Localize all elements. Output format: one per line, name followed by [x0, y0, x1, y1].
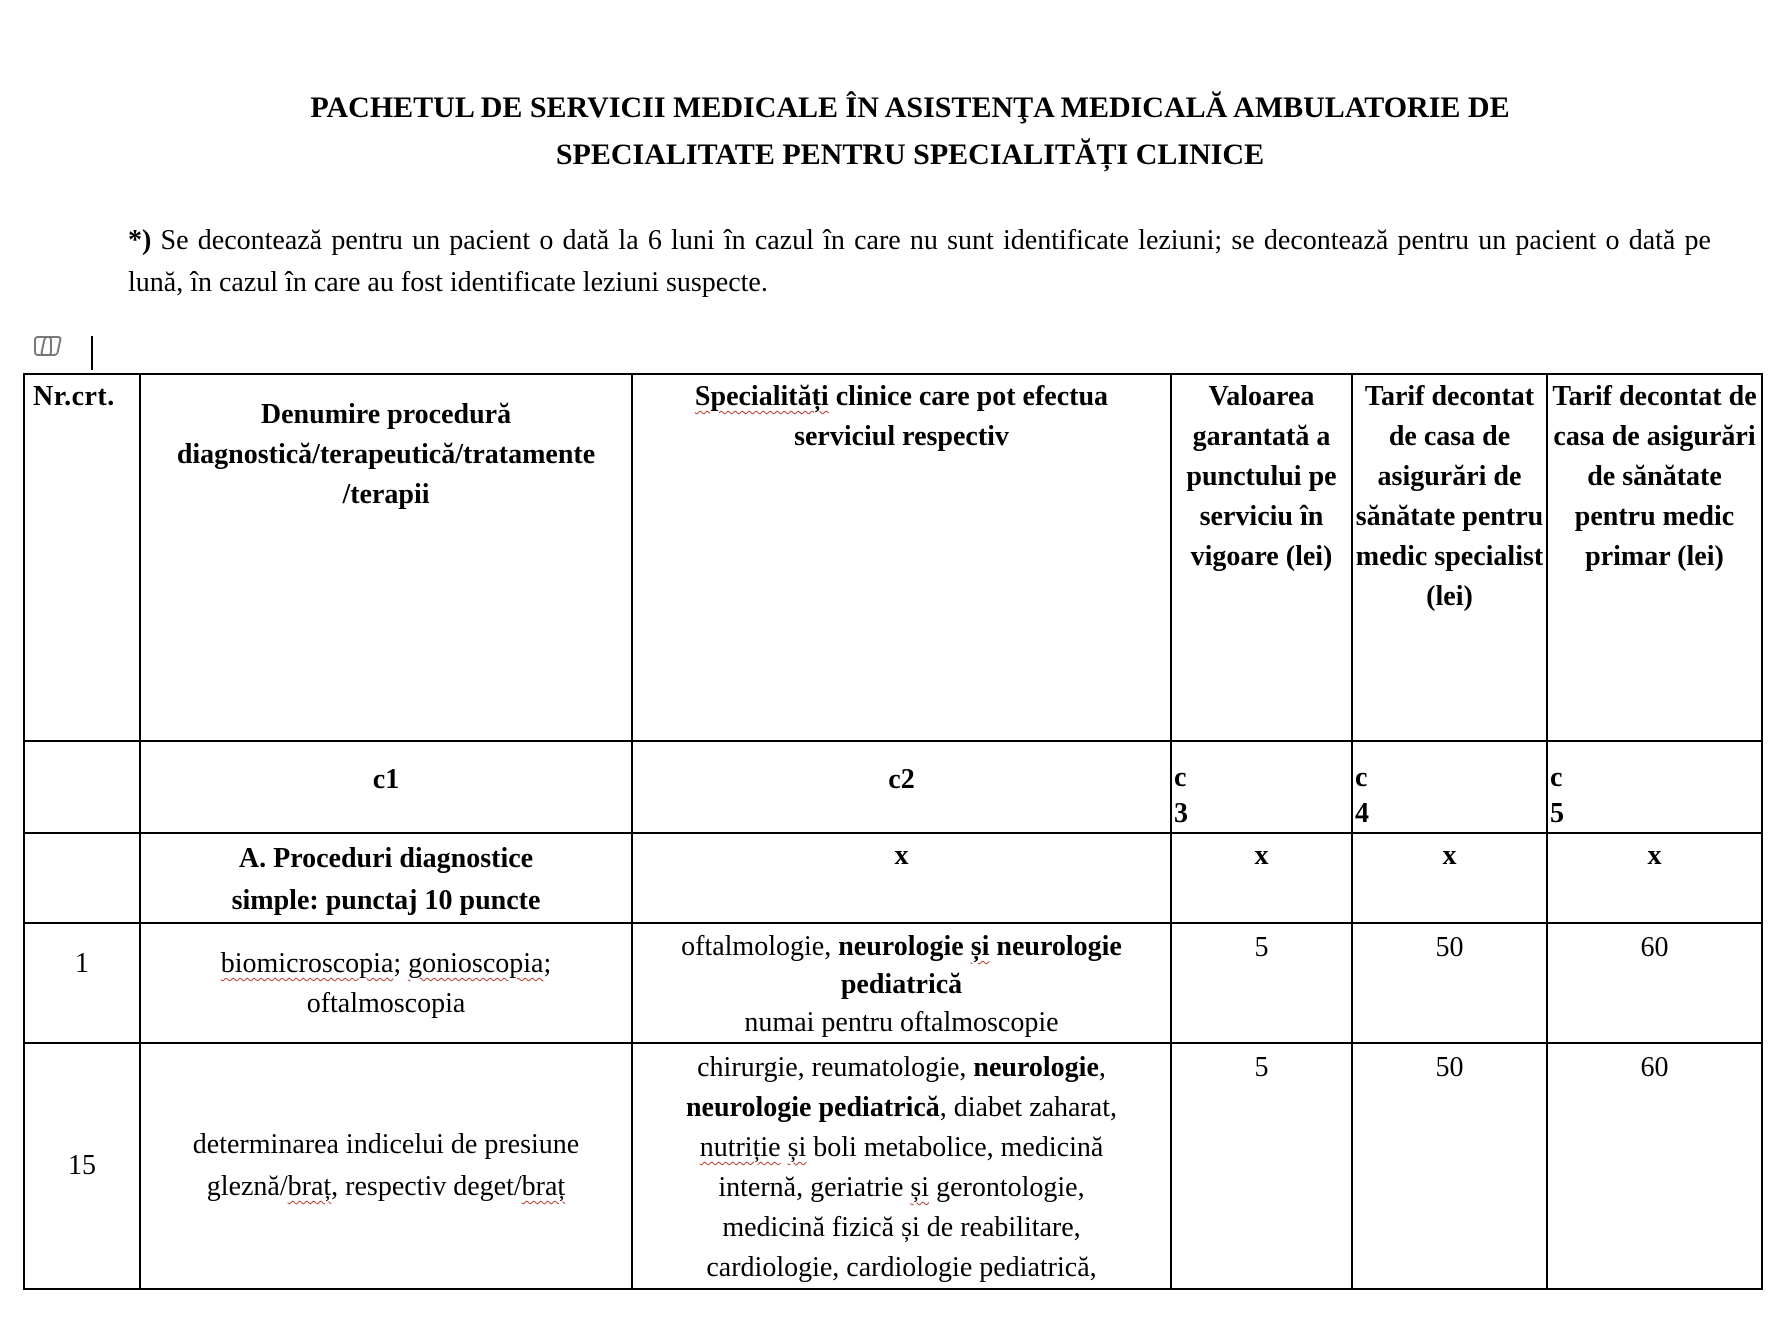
row1-val[interactable]	[1171, 923, 1352, 1043]
row1-spec-b1: neurologie	[838, 931, 971, 962]
header-tarif-primar[interactable]	[1547, 374, 1762, 741]
row1-tarif-specialist[interactable]	[1352, 923, 1547, 1043]
row15-den-line1: determinarea indicelui de presiune	[192, 1129, 580, 1160]
row15-spec-l2a: neurologie pediatrică	[685, 1092, 940, 1123]
footnote-marker: *)	[128, 225, 152, 256]
row15-nr-text: 15	[68, 1150, 96, 1181]
code-c3[interactable]	[1171, 741, 1352, 833]
header-nr-label: Nr.crt.	[33, 381, 115, 412]
header-denumire-line2: diagnostică/terapeutică/tratamente	[176, 439, 596, 470]
x-mark: x	[1647, 840, 1662, 871]
section-a-line2: simple: punctaj 10 puncte	[231, 885, 541, 916]
table-move-handle-icon[interactable]	[34, 334, 58, 358]
x-mark: x	[1442, 840, 1457, 871]
row15-tarif-primar[interactable]	[1547, 1043, 1762, 1289]
row1-spec-b2: și	[970, 931, 990, 962]
code-c3-a: c	[1174, 762, 1187, 793]
title-line-2: SPECIALITATE PENTRU SPECIALITĂȚI CLINICE	[555, 138, 1265, 171]
code-c1[interactable]	[140, 741, 632, 833]
text-cursor	[91, 336, 93, 370]
row1-denumire[interactable]	[140, 923, 632, 1043]
code-c4-b: 4	[1355, 798, 1369, 829]
row1-nr-text: 1	[75, 948, 89, 979]
row15-spec-l1a: chirurgie, reumatologie,	[697, 1052, 974, 1083]
table-header-row	[24, 374, 1762, 741]
row15-val[interactable]	[1171, 1043, 1352, 1289]
row15-tarif-spec-text: 50	[1435, 1052, 1464, 1083]
row1-tarif-primar-text: 60	[1640, 932, 1669, 963]
row15-val-text: 5	[1254, 1052, 1269, 1083]
document-title	[0, 84, 1780, 178]
row15-word-brat-2: braț	[521, 1171, 566, 1202]
services-table	[23, 373, 1763, 1290]
x-mark: x	[1254, 840, 1269, 871]
row15-spec-l4b: și	[910, 1172, 930, 1203]
header-spec-rest: clinice care pot efectua	[828, 381, 1109, 412]
code-c2[interactable]	[632, 741, 1171, 833]
header-denumire-line3: /terapii	[342, 479, 430, 510]
row15-den-b: , respectiv deget/	[331, 1171, 522, 1202]
row15-spec-l1b: neurologie	[973, 1052, 1099, 1083]
row15-spec-l2b: , diabet zaharat,	[939, 1092, 1118, 1123]
header-valoarea[interactable]	[1171, 374, 1352, 741]
row15-word-brat-1: braț	[287, 1171, 332, 1202]
row1-spec-b3: neurologie	[989, 931, 1122, 962]
code-c4-a: c	[1355, 762, 1368, 793]
code-c4[interactable]	[1352, 741, 1547, 833]
header-valoarea-text: Valoarea garantată a punctului pe serviciu în vigoare (lei)	[1186, 381, 1337, 572]
row15-tarif-primar-text: 60	[1640, 1052, 1669, 1083]
header-nr-crt[interactable]	[24, 374, 140, 741]
row1-word-biomicroscopia: biomicroscopia	[220, 948, 394, 979]
code-c2-text: c2	[888, 764, 915, 795]
row15-spec-l6: cardiologie, cardiologie pediatrică,	[706, 1252, 1097, 1283]
section-a-x-c3[interactable]	[1171, 833, 1352, 923]
header-tarif-primar-text: Tarif decontat de casa de asigurări de sănătate pentru medic primar (lei)	[1552, 381, 1757, 572]
row1-specialitati[interactable]	[632, 923, 1171, 1043]
row15-spec-l4a: internă, geriatrie	[718, 1172, 911, 1203]
section-a-title[interactable]	[140, 833, 632, 923]
section-a-line1: A. Proceduri diagnostice	[238, 843, 534, 874]
row15-spec-l4c: gerontologie,	[929, 1172, 1085, 1203]
row1-den-line2: oftalmoscopia	[306, 988, 466, 1019]
section-a-nr[interactable]	[24, 833, 140, 923]
table-row-1	[24, 923, 1762, 1043]
column-codes-row	[24, 741, 1762, 833]
row1-sep1: ;	[393, 948, 409, 979]
row1-val-text: 5	[1254, 932, 1269, 963]
header-tarif-specialist-text: Tarif decontat de casa de asigurări de sănătate pentru medic specialist (lei)	[1355, 381, 1544, 612]
row15-specialitati[interactable]	[632, 1043, 1171, 1289]
row1-tarif-primar[interactable]	[1547, 923, 1762, 1043]
header-spec-line2: serviciul respectiv	[794, 421, 1009, 452]
section-a-x-c4[interactable]	[1352, 833, 1547, 923]
header-spec-word: Specialități	[694, 381, 829, 412]
row15-den-a: gleznă/	[206, 1171, 288, 1202]
row1-spec-a: oftalmologie,	[681, 931, 839, 962]
row15-nr[interactable]	[24, 1043, 140, 1289]
header-denumire[interactable]	[140, 374, 632, 741]
row1-spec-b4: pediatrică	[840, 969, 963, 1000]
code-c3-b: 3	[1174, 798, 1188, 829]
row15-denumire[interactable]	[140, 1043, 632, 1289]
title-line-1: PACHETUL DE SERVICII MEDICALE ÎN ASISTENŢA MEDICALĂ AMBULATORIE DE	[310, 91, 1510, 124]
row15-spec-l3b	[781, 1132, 788, 1163]
row15-spec-l3a: nutriție	[699, 1132, 781, 1163]
footnote-paragraph[interactable]	[128, 220, 1711, 304]
code-c5-a: c	[1550, 762, 1563, 793]
row1-tarif-spec-text: 50	[1435, 932, 1464, 963]
row1-nr[interactable]	[24, 923, 140, 1043]
row15-spec-l1c: ,	[1098, 1052, 1106, 1083]
footnote-text: Se decontează pentru un pacient o dată la 6 luni în cazul în care nu sunt identificate leziuni; se decontează pentru un pacient o dată pe lună, în cazul în care au fost identificate leziuni suspecte.	[128, 225, 1711, 298]
row15-spec-l5: medicină fizică și de reabilitare,	[722, 1212, 1081, 1243]
code-c5-b: 5	[1550, 798, 1564, 829]
x-mark: x	[894, 840, 909, 871]
header-tarif-specialist[interactable]	[1352, 374, 1547, 741]
section-a-x-c5[interactable]	[1547, 833, 1762, 923]
code-c5[interactable]	[1547, 741, 1762, 833]
code-cell-empty[interactable]	[24, 741, 140, 833]
row1-word-gonioscopia: gonioscopia	[408, 948, 544, 979]
code-c1-text: c1	[372, 764, 400, 795]
section-a-x-c2[interactable]	[632, 833, 1171, 923]
header-denumire-line1: Denumire procedură	[260, 399, 512, 430]
section-a-row	[24, 833, 1762, 923]
header-specialitati[interactable]	[632, 374, 1171, 741]
row1-sep2: ;	[543, 948, 552, 979]
row15-spec-l3c: și	[787, 1132, 807, 1163]
row1-spec-c: numai pentru oftalmoscopie	[744, 1007, 1059, 1038]
row15-spec-l3d: boli metabolice, medicină	[806, 1132, 1104, 1163]
table-row-15	[24, 1043, 1762, 1289]
row15-tarif-specialist[interactable]	[1352, 1043, 1547, 1289]
